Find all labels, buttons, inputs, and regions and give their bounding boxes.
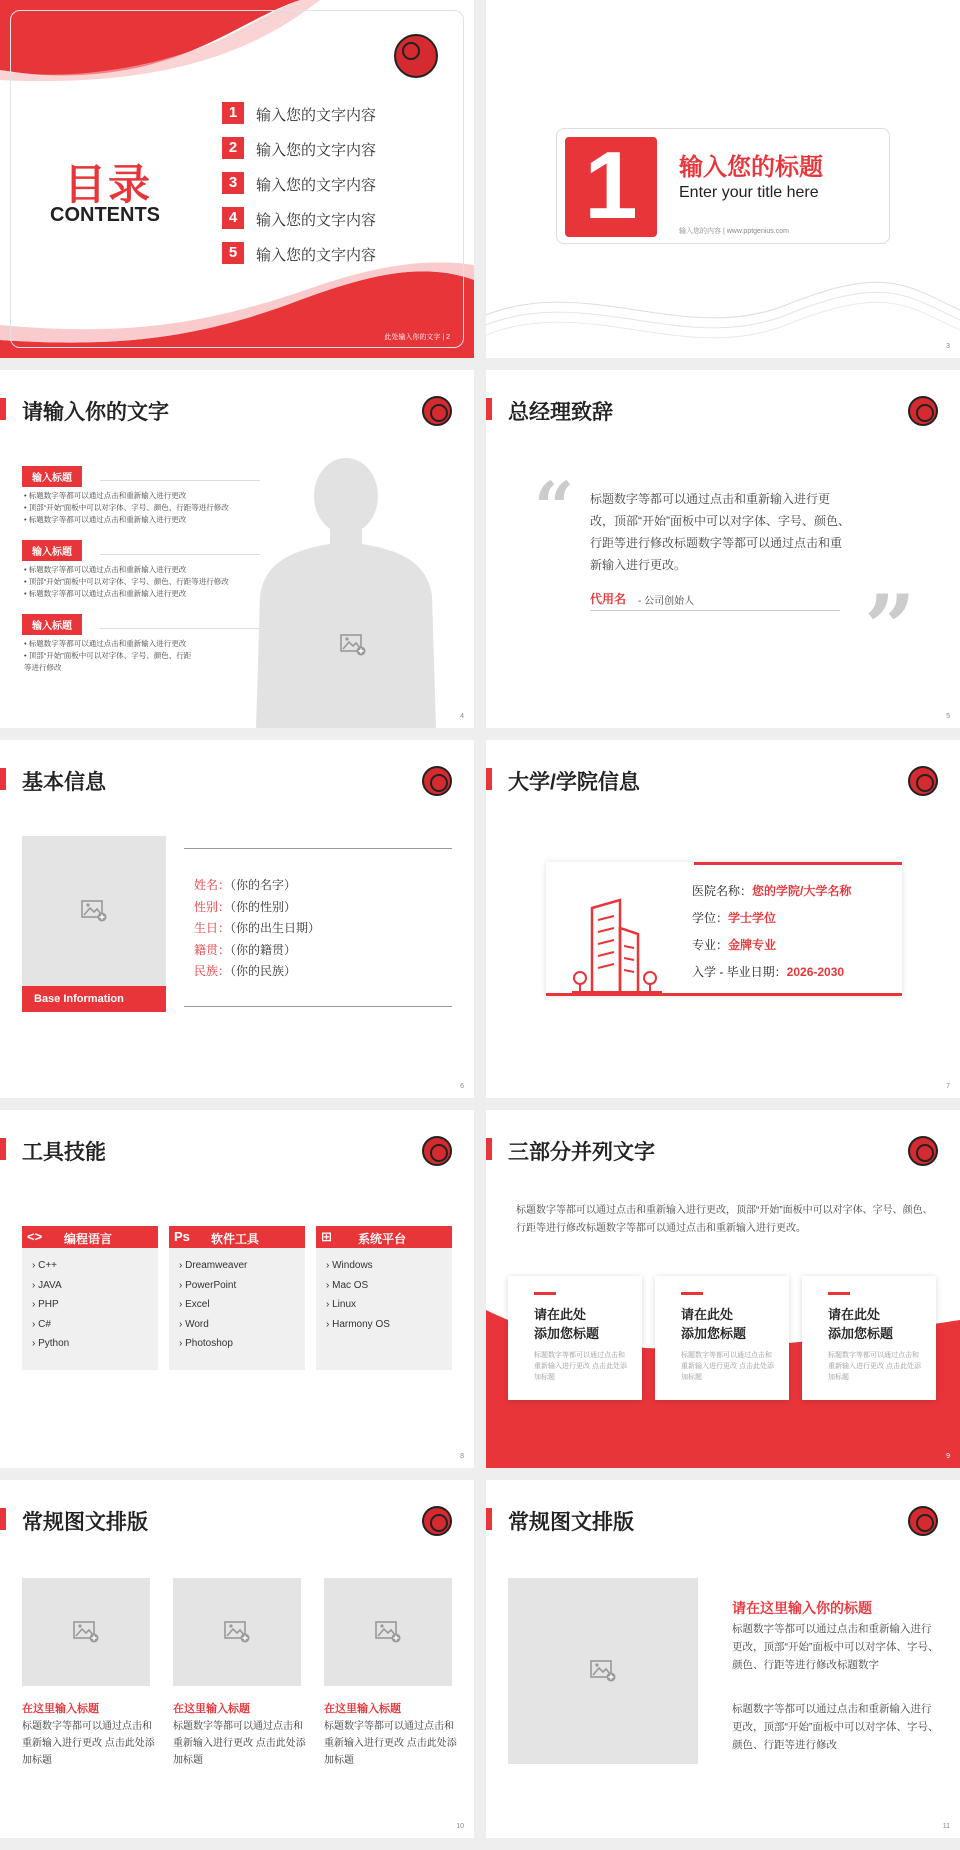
skill-item: › Excel — [179, 1299, 210, 1310]
toc-number: 1 — [222, 102, 244, 124]
divider — [100, 480, 260, 481]
toc-item[interactable] — [222, 172, 422, 196]
field-key: 民族： — [194, 964, 231, 978]
section-number: 1 — [584, 132, 638, 239]
person-silhouette — [246, 456, 446, 728]
card-body: 标题数字等都可以通过点击和重新输入进行更改 点击此处添加标题 — [681, 1352, 774, 1381]
title-bar — [0, 768, 6, 790]
section-number-box — [565, 132, 657, 239]
slide-title: 总经理致辞 — [508, 401, 613, 424]
skill-column-header — [316, 1226, 452, 1248]
content-paragraph-2: 标题数字等都可以通过点击和重新输入进行更改，顶部“开始”面板中可以对字体、字号、颜色、行距等进行修改 — [732, 1703, 939, 1751]
skill-icon: Ps — [174, 1229, 190, 1244]
slide-title: 常规图文排版 — [508, 1511, 634, 1534]
field-value: （你的性别） — [230, 899, 297, 914]
university-row — [692, 882, 851, 899]
title-bar — [0, 398, 6, 420]
divider — [100, 554, 260, 555]
row-value: 金牌专业 — [728, 938, 777, 952]
card-heading-1: 请在此处 — [681, 1307, 734, 1322]
divider — [184, 1006, 452, 1007]
toc-number: 5 — [222, 242, 244, 264]
group-lines-1: • 标题数字等都可以通过点击和重新输入进行更改 • 顶部“开始”面板中可以对字体、字号、颜色、行距等进行修改 • 标题数字等都可以通过点击和重新输入进行更改 — [24, 491, 229, 524]
toc-footer: 此处输入你的文字 | 2 — [384, 334, 450, 341]
toc-text: 输入您的文字内容 — [256, 107, 377, 124]
skill-item: › Python — [32, 1338, 70, 1349]
skill-item: › C# — [32, 1318, 51, 1330]
toc-item[interactable] — [222, 137, 422, 161]
image-placeholder-icon — [340, 634, 366, 656]
row-value: 2026-2030 — [786, 965, 845, 979]
row-key: 学位： — [692, 911, 729, 925]
item-body: 标题数字等都可以通过点击和重新输入进行更改 点击此处添加标题 — [324, 1721, 457, 1766]
section-card — [556, 128, 890, 244]
row-key: 医院名称： — [692, 884, 753, 898]
page-number: 6 — [460, 1083, 464, 1090]
section-subtitle: Enter your title here — [679, 184, 819, 201]
toc-text: 输入您的文字内容 — [256, 247, 377, 264]
slide-toc[interactable] — [0, 0, 474, 358]
field-value: （你的籍贯） — [230, 942, 297, 957]
skill-heading: 软件工具 — [211, 1232, 260, 1246]
info-card — [508, 1276, 642, 1400]
field-value: （你的民族） — [230, 964, 297, 978]
skill-item: › Linux — [326, 1299, 357, 1310]
item-heading: 在这里输入标题 — [324, 1703, 401, 1715]
speech-body: 标题数字等都可以通过点击和重新输入进行更改，顶部“开始”面板中可以对字体、字号、颜色、行距等进行修改标题数字等都可以通过点击和重新输入进行更改。 — [590, 492, 850, 572]
toc-number: 2 — [222, 137, 244, 159]
page-number: 4 — [460, 713, 464, 720]
group-lines-2: • 标题数字等都可以通过点击和重新输入进行更改 • 顶部“开始”面板中可以对字体、字号、颜色、行距等进行修改 • 标题数字等都可以通过点击和重新输入进行更改 — [24, 565, 229, 598]
slide-title: 三部分并列文字 — [508, 1141, 655, 1164]
toc-item[interactable] — [222, 242, 422, 266]
group-lines-3: • 标题数字等都可以通过点击和重新输入进行更改 • 顶部“开始”面板中可以对字体、字号、颜色、行距 等进行修改 — [24, 639, 192, 672]
skill-item: › Mac OS — [326, 1279, 369, 1291]
title-bar — [486, 398, 492, 420]
section-note: 输入您的内容 | www.pptgenius.com — [679, 228, 789, 235]
school-logo — [908, 1136, 938, 1166]
row-key: 专业： — [692, 938, 729, 952]
field-value: （你的出生日期） — [230, 921, 321, 935]
toc-item[interactable] — [222, 207, 422, 231]
university-row — [692, 963, 844, 980]
info-field — [194, 898, 296, 915]
row-value: 您的学院/大学名称 — [752, 884, 852, 898]
row-key: 入学 - 毕业日期： — [692, 965, 787, 979]
card-accent — [534, 1292, 556, 1295]
row-value: 学士学位 — [728, 911, 777, 925]
info-card — [802, 1276, 936, 1400]
slide-tool-skills[interactable] — [0, 1110, 474, 1468]
school-logo — [422, 1136, 452, 1166]
slide-title: 大学/学院信息 — [508, 771, 640, 794]
skill-item: › Windows — [326, 1260, 373, 1271]
title-bar — [486, 1508, 492, 1530]
image-placeholder-icon — [375, 1621, 401, 1643]
page-number: 9 — [946, 1453, 950, 1460]
intro-text: 标题数字等都可以通过点击和重新输入进行更改，顶部“开始”面板中可以对字体、字号、颜色、行距等进行修改标题数字等都可以通过点击和重新输入进行更改。 — [516, 1205, 933, 1234]
wave-lines-decoration — [486, 255, 960, 358]
school-logo — [422, 396, 452, 426]
info-card — [655, 1276, 789, 1400]
image-placeholder[interactable] — [324, 1578, 452, 1686]
info-field — [194, 962, 296, 979]
school-logo — [908, 766, 938, 796]
skill-item: › Word — [179, 1318, 209, 1330]
field-key: 性别： — [194, 899, 231, 914]
school-logo — [908, 396, 938, 426]
info-field — [194, 876, 296, 893]
card-heading-1: 请在此处 — [828, 1307, 881, 1322]
skill-item: › Dreamweaver — [179, 1260, 248, 1271]
toc-subtitle: CONTENTS — [50, 204, 160, 226]
slide-university-info[interactable] — [486, 740, 960, 1098]
title-bar — [486, 1138, 492, 1160]
slide-title: 基本信息 — [22, 771, 106, 794]
content-heading: 请在这里输入你的标题 — [732, 1600, 872, 1616]
card-heading-2: 添加您标题 — [828, 1326, 894, 1341]
divider — [100, 628, 260, 629]
card-accent-top — [694, 862, 902, 865]
slide-image-text-1[interactable] — [486, 1480, 960, 1838]
toc-item[interactable] — [222, 102, 422, 126]
group-tag-1: 输入标题 — [22, 466, 82, 487]
toc-text: 输入您的文字内容 — [256, 177, 377, 194]
skill-heading: 编程语言 — [64, 1232, 113, 1246]
skill-item: › Harmony OS — [326, 1318, 390, 1330]
slide-text-person[interactable] — [0, 370, 474, 728]
item-heading: 在这里输入标题 — [173, 1703, 250, 1715]
skill-item: › PowerPoint — [179, 1279, 237, 1291]
skill-icon: <> — [27, 1229, 43, 1244]
item-body: 标题数字等都可以通过点击和重新输入进行更改 点击此处添加标题 — [22, 1721, 155, 1766]
skill-item: › JAVA — [32, 1279, 62, 1291]
university-row — [692, 936, 776, 953]
school-logo — [422, 766, 452, 796]
item-heading: 在这里输入标题 — [22, 1703, 99, 1715]
page-number: 8 — [460, 1453, 464, 1460]
image-placeholder[interactable] — [22, 1578, 150, 1686]
item-body: 标题数字等都可以通过点击和重新输入进行更改 点击此处添加标题 — [173, 1721, 306, 1766]
card-accent — [681, 1292, 703, 1295]
speaker-name: 代用名 — [590, 592, 627, 606]
content-paragraph-1: 标题数字等都可以通过点击和重新输入进行更改，顶部“开始”面板中可以对字体、字号、颜色、行距等进行修改标题数字 — [732, 1623, 939, 1671]
school-logo — [908, 1506, 938, 1536]
image-placeholder-icon — [81, 900, 107, 922]
photo-caption: Base Information — [22, 986, 166, 1012]
slide-section-1[interactable] — [486, 0, 960, 358]
image-placeholder[interactable] — [508, 1578, 698, 1764]
image-placeholder[interactable] — [173, 1578, 301, 1686]
slide-image-text-3[interactable] — [0, 1480, 474, 1838]
page-number: 11 — [942, 1823, 950, 1830]
close-quote-icon: ” — [864, 575, 916, 681]
skill-column — [316, 1226, 452, 1370]
card-heading-2: 添加您标题 — [681, 1326, 747, 1341]
open-quote-icon: “ — [534, 466, 575, 549]
title-bar — [486, 768, 492, 790]
toc-number: 3 — [222, 172, 244, 194]
photo-placeholder[interactable] — [22, 836, 166, 986]
image-placeholder-icon — [590, 1660, 616, 1682]
skill-item: › Photoshop — [179, 1338, 233, 1349]
skill-column — [22, 1226, 158, 1370]
slide-basic-info[interactable] — [0, 740, 474, 1098]
card-body: 标题数字等都可以通过点击和重新输入进行更改 点击此处添加标题 — [534, 1352, 627, 1381]
school-logo — [394, 34, 438, 78]
page-number: 7 — [946, 1083, 950, 1090]
divider — [590, 610, 840, 611]
group-tag-2: 输入标题 — [22, 540, 82, 561]
toc-text: 输入您的文字内容 — [256, 142, 377, 159]
university-row — [692, 909, 776, 926]
info-field — [194, 941, 296, 958]
toc-title: 目录 — [64, 161, 153, 208]
card-heading-2: 添加您标题 — [534, 1326, 600, 1341]
page-number: 3 — [946, 343, 950, 350]
slide-title: 常规图文排版 — [22, 1511, 148, 1534]
title-bar — [0, 1138, 6, 1160]
slide-three-parts[interactable] — [486, 1110, 960, 1468]
skill-column-header — [22, 1226, 158, 1248]
group-tag-3: 输入标题 — [22, 614, 82, 635]
field-key: 籍贯： — [194, 942, 231, 957]
field-key: 姓名： — [194, 878, 231, 892]
speaker-role: - 公司创始人 — [638, 596, 695, 607]
building-icon — [572, 898, 662, 994]
info-card — [546, 862, 902, 996]
skill-heading: 系统平台 — [358, 1232, 407, 1246]
image-placeholder-icon — [73, 1621, 99, 1643]
image-placeholder-icon — [224, 1621, 250, 1643]
page-number: 10 — [456, 1823, 464, 1830]
info-field — [194, 919, 320, 936]
card-heading-1: 请在此处 — [534, 1307, 587, 1322]
toc-number: 4 — [222, 207, 244, 229]
skill-icon: ⊞ — [321, 1229, 332, 1244]
section-title: 输入您的标题 — [679, 154, 823, 181]
school-logo — [422, 1506, 452, 1536]
divider — [184, 848, 452, 849]
skill-column-header — [169, 1226, 305, 1248]
slide-title: 请输入你的文字 — [22, 401, 169, 424]
skill-item: › PHP — [32, 1299, 59, 1310]
field-key: 生日： — [194, 921, 231, 935]
slide-title: 工具技能 — [22, 1141, 106, 1164]
card-accent — [828, 1292, 850, 1295]
page-number: 5 — [946, 713, 950, 720]
slide-ceo-speech[interactable] — [486, 370, 960, 728]
toc-text: 输入您的文字内容 — [256, 212, 377, 229]
skill-item: › C++ — [32, 1260, 58, 1271]
card-body: 标题数字等都可以通过点击和重新输入进行更改 点击此处添加标题 — [828, 1352, 921, 1381]
skill-column — [169, 1226, 305, 1370]
field-value: （你的名字） — [230, 878, 297, 892]
title-bar — [0, 1508, 6, 1530]
